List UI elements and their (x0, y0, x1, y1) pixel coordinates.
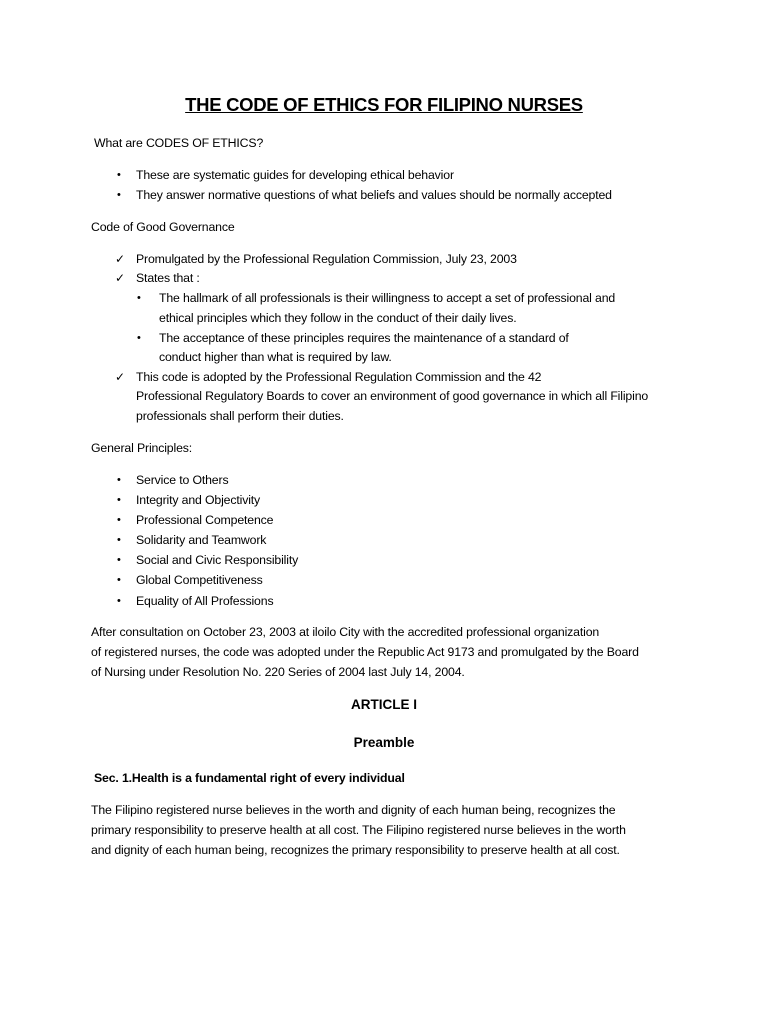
article-subheading: Preamble (353, 735, 415, 750)
bullet-icon: • (117, 514, 121, 526)
article-heading: ARTICLE I (351, 697, 417, 712)
governance-sub-2-line-2: conduct higher than what is required by law. (159, 350, 392, 364)
governance-sub-1-line-2: ethical principles which they follow in the conduct of their daily lives. (159, 311, 517, 325)
governance-sub-2-line-1: The acceptance of these principles requires the maintenance of a standard of (159, 331, 569, 345)
bullet-icon: • (117, 595, 121, 607)
bullet-icon: • (117, 189, 121, 201)
bullet-icon: • (137, 292, 141, 304)
intro-item: These are systematic guides for developing ethical behavior (136, 168, 454, 182)
governance-check-3-line-2: Professional Regulatory Boards to cover an environment of good governance in which all Filipino (136, 389, 649, 403)
principle-item: Professional Competence (136, 513, 274, 527)
bullet-icon: • (137, 332, 141, 344)
principle-item: Social and Civic Responsibility (136, 553, 299, 567)
governance-check-2: States that : (136, 271, 200, 285)
principle-item: Global Competitiveness (136, 573, 263, 587)
governance-sub-1-line-1: The hallmark of all professionals is their willingness to accept a set of professional and (159, 291, 616, 305)
preamble-line-2: primary responsibility to preserve health at all cost. The Filipino registered nurse believes in the worth (91, 823, 626, 837)
governance-heading: Code of Good Governance (91, 220, 235, 234)
checkmark-icon: ✓ (115, 370, 126, 384)
bullet-icon: • (117, 169, 121, 181)
consultation-line-2: of registered nurses, the code was adopted under the Republic Act 9173 and promulgated by the Board (91, 645, 639, 659)
bullet-icon: • (117, 574, 121, 586)
principle-item: Equality of All Professions (136, 594, 274, 608)
consultation-line-3: of Nursing under Resolution No. 220 Series of 2004 last July 14, 2004. (91, 665, 465, 679)
principle-item: Integrity and Objectivity (136, 493, 261, 507)
bullet-icon: • (117, 474, 121, 486)
governance-check-3-line-3: professionals shall perform their duties. (136, 409, 344, 423)
governance-check-3-line-1: This code is adopted by the Professional Regulation Commission and the 42 (136, 370, 542, 384)
principle-item: Service to Others (136, 473, 229, 487)
section-title: Sec. 1.Health is a fundamental right of every individual (94, 771, 405, 785)
bullet-icon: • (117, 554, 121, 566)
document-title: THE CODE OF ETHICS FOR FILIPINO NURSES (185, 94, 583, 115)
intro-item: They answer normative questions of what beliefs and values should be normally accepted (136, 188, 612, 202)
checkmark-icon: ✓ (115, 271, 126, 285)
intro-heading: What are CODES OF ETHICS? (94, 136, 264, 150)
consultation-line-1: After consultation on October 23, 2003 at iloilo City with the accredited professional organization (91, 625, 600, 639)
preamble-line-1: The Filipino registered nurse believes in the worth and dignity of each human being, recognizes the (91, 803, 616, 817)
checkmark-icon: ✓ (115, 252, 126, 266)
principle-item: Solidarity and Teamwork (136, 533, 267, 547)
preamble-line-3: and dignity of each human being, recognizes the primary responsibility to preserve health at all cost. (91, 843, 620, 857)
principles-heading: General Principles: (91, 441, 193, 455)
bullet-icon: • (117, 534, 121, 546)
bullet-icon: • (117, 494, 121, 506)
governance-check-1: Promulgated by the Professional Regulation Commission, July 23, 2003 (136, 252, 517, 266)
